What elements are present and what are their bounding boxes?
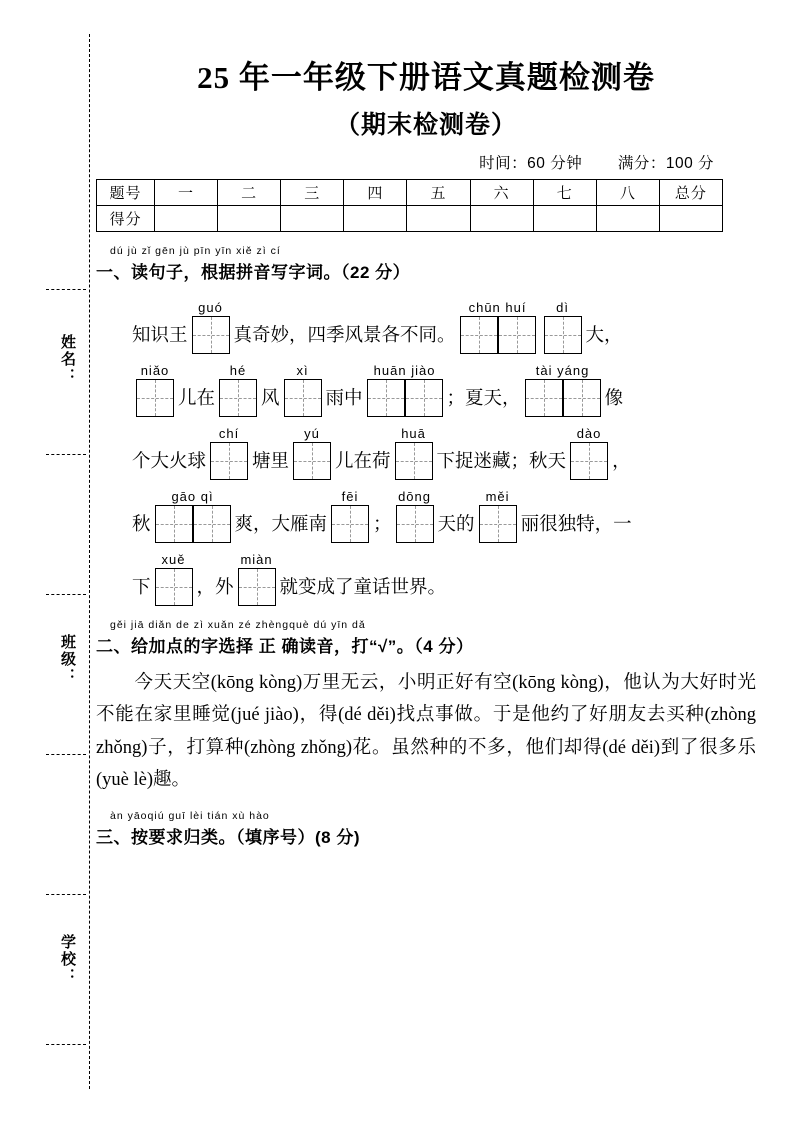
score-table-cell [281, 206, 344, 232]
character-answer-box[interactable] [570, 442, 608, 480]
writing-line [96, 425, 756, 480]
exam-paper [96, 40, 756, 848]
score-table-cell: 总分 [659, 180, 722, 206]
sentence-text: 真奇妙，四季风景各不同。 [233, 325, 456, 346]
answer-box-group[interactable] [367, 379, 443, 417]
exam-meta [96, 151, 756, 173]
sentence-text: 儿在荷 [335, 451, 391, 472]
answer-box-group[interactable] [331, 505, 369, 543]
question-1-pinyin: dú jù zǐ gēn jù pīn yīn xiě zì cí [110, 245, 281, 257]
character-answer-box[interactable] [193, 505, 231, 543]
score-table-cell [659, 206, 722, 232]
pinyin-hint: gāo qì [171, 489, 214, 504]
score-table-cell [596, 206, 659, 232]
sentence-text: 大 [585, 325, 605, 346]
pinyin-answer-group [155, 488, 231, 543]
character-answer-box[interactable] [396, 505, 434, 543]
score-table-cell: 八 [596, 180, 659, 206]
character-answer-box[interactable] [479, 505, 517, 543]
character-answer-box[interactable] [284, 379, 322, 417]
score-table-cell: 一 [155, 180, 218, 206]
character-answer-box[interactable] [498, 316, 536, 354]
character-answer-box[interactable] [155, 505, 193, 543]
pinyin-hint: niǎo [140, 363, 170, 378]
sentence-text: 个大火球 [132, 451, 207, 472]
pinyin-answer-group [210, 425, 248, 480]
answer-box-group[interactable] [155, 568, 193, 606]
sentence-text: 知识王 [132, 325, 188, 346]
question-1-body [96, 299, 756, 606]
answer-box-group[interactable] [544, 316, 582, 354]
sentence-text: ， [612, 451, 631, 472]
sentence-text: 就变成了童话世界。 [279, 577, 447, 598]
question-3-pinyin: àn yāoqiú guī lèi tián xù hào [110, 809, 270, 822]
question-2-heading [96, 619, 756, 657]
pinyin-answer-group [192, 299, 230, 354]
pinyin-hint: tài yáng [535, 363, 590, 378]
score-table-cell: 三 [281, 180, 344, 206]
pinyin-hint: xuě [161, 552, 186, 567]
pinyin-answer-group [544, 299, 582, 354]
page-subtitle: （期末检测卷） [334, 112, 517, 139]
writing-line [96, 488, 756, 543]
divider [46, 894, 86, 895]
character-answer-box[interactable] [293, 442, 331, 480]
pinyin-answer-group [479, 488, 517, 543]
character-answer-box[interactable] [460, 316, 498, 354]
pinyin-hint: fēi [341, 489, 359, 504]
sentence-text: ；夏天， [446, 388, 521, 409]
question-2-paragraph [96, 667, 756, 797]
divider [46, 594, 86, 595]
score-table-cell: 四 [344, 180, 407, 206]
pinyin-answer-group [293, 425, 331, 480]
question-1-title: 一、读句子，根据拼音写字词。（22 分） [96, 263, 411, 282]
pinyin-hint: huān jiào [373, 363, 436, 378]
table-row [97, 180, 723, 206]
pinyin-answer-group [525, 362, 601, 417]
character-answer-box[interactable] [219, 379, 257, 417]
sentence-text: 雨中 [325, 388, 363, 409]
answer-box-group[interactable] [219, 379, 257, 417]
student-class-label: 班级： [59, 634, 76, 685]
character-answer-box[interactable] [192, 316, 230, 354]
divider [46, 454, 86, 455]
question-2-title: 二、给加点的字选择 正 确读音，打“√”。（4 分） [96, 637, 474, 656]
score-table-cell [533, 206, 596, 232]
exam-total-label: 满分：100 分 [617, 155, 714, 172]
sentence-text: 丽很独特，一 [520, 514, 632, 535]
character-answer-box[interactable] [525, 379, 563, 417]
sentence-text: 下捉迷藏；秋天 [436, 451, 567, 472]
pinyin-hint: dōng [398, 489, 431, 504]
pinyin-hint: hé [229, 363, 247, 378]
answer-box-group[interactable] [570, 442, 608, 480]
character-answer-box[interactable] [155, 568, 193, 606]
answer-box-group[interactable] [284, 379, 322, 417]
character-answer-box[interactable] [367, 379, 405, 417]
answer-sheet-margin-strip [44, 34, 90, 1089]
student-name-label: 姓名： [59, 334, 76, 385]
score-table-cell [470, 206, 533, 232]
answer-box-group[interactable] [192, 316, 230, 354]
pinyin-answer-group [570, 425, 608, 480]
answer-box-group[interactable] [396, 505, 434, 543]
pinyin-hint: yú [304, 426, 320, 441]
sentence-text: 天的 [437, 514, 475, 535]
pinyin-answer-group [136, 362, 174, 417]
character-answer-box[interactable] [405, 379, 443, 417]
character-answer-box[interactable] [210, 442, 248, 480]
score-table-cell: 二 [218, 180, 281, 206]
answer-box-group[interactable] [238, 568, 276, 606]
score-table-cell [344, 206, 407, 232]
pinyin-hint: chí [218, 426, 240, 441]
character-answer-box[interactable] [238, 568, 276, 606]
pinyin-hint: chūn huí [468, 300, 527, 315]
divider [46, 289, 86, 290]
sentence-text: ，外 [196, 577, 234, 598]
score-table-cell: 六 [470, 180, 533, 206]
sentence-text: 儿在 [178, 388, 216, 409]
score-table-cell [155, 206, 218, 232]
pinyin-hint: guó [198, 300, 223, 315]
pinyin-hint: měi [485, 489, 510, 504]
pinyin-hint: xì [296, 363, 309, 378]
sentence-text: 像 [604, 388, 624, 409]
answer-box-group[interactable] [210, 442, 248, 480]
sentence-text: ， [604, 325, 623, 346]
character-answer-box[interactable] [395, 442, 433, 480]
character-answer-box[interactable] [544, 316, 582, 354]
character-answer-box[interactable] [331, 505, 369, 543]
answer-box-group[interactable] [293, 442, 331, 480]
answer-box-group[interactable] [155, 505, 231, 543]
character-answer-box[interactable] [136, 379, 174, 417]
pinyin-answer-group [367, 362, 443, 417]
divider [46, 1044, 86, 1045]
pinyin-hint: miàn [240, 552, 273, 567]
score-table-row-header: 得分 [97, 206, 155, 232]
question-3-title: 三、按要求归类。（填序号）(8 分) [96, 827, 360, 847]
score-table-cell [407, 206, 470, 232]
score-table-row-header: 题号 [97, 180, 155, 206]
pinyin-hint: huā [401, 426, 426, 441]
writing-line [96, 362, 756, 417]
exam-time-label: 时间：60 分钟 [479, 155, 583, 172]
pinyin-hint: dào [576, 426, 602, 441]
sentence-text: 下 [132, 577, 151, 598]
pinyin-answer-group [396, 488, 434, 543]
page-title: 25 年一年级下册语文真题检测卷 [197, 60, 655, 95]
question-2-pinyin: gěi jiā diǎn de zì xuǎn zé zhèngquè dú yīn dǎ [110, 619, 366, 631]
answer-box-group[interactable] [525, 379, 601, 417]
pinyin-answer-group [284, 362, 322, 417]
pinyin-answer-group [460, 299, 536, 354]
pinyin-answer-group [219, 362, 257, 417]
score-table [96, 179, 723, 232]
answer-box-group[interactable] [136, 379, 174, 417]
sentence-text: 爽，大雁南 [234, 514, 328, 535]
divider [46, 754, 86, 755]
sentence-text: ； [373, 514, 392, 535]
score-table-cell: 七 [533, 180, 596, 206]
pinyin-answer-group [155, 551, 193, 606]
question-1-heading [96, 245, 756, 283]
answer-box-group[interactable] [460, 316, 536, 354]
writing-line [96, 299, 756, 354]
sentence-text: 秋 [132, 514, 151, 535]
sentence-text: 塘里 [252, 451, 290, 472]
score-table-cell [218, 206, 281, 232]
writing-line [96, 551, 756, 606]
answer-box-group[interactable] [479, 505, 517, 543]
pinyin-answer-group [395, 425, 433, 480]
question-2-text: 今天天空(kōng kòng)万里无云，小明正好有空(kōng kòng)，他认为大好时光不能在家里睡觉(jué jiào)，得(dé děi)找点事做。于是他约了好朋友去买种(zhòng zhǒng)子，打算种(zhòng zhǒng)花。虽然种的不多，他们却得(dé děi)到了很多乐(yuè lè)趣。 [96, 673, 756, 791]
question-3-heading [96, 809, 756, 848]
pinyin-answer-group [331, 488, 369, 543]
sentence-text: 风 [261, 388, 280, 409]
answer-box-group[interactable] [395, 442, 433, 480]
character-answer-box[interactable] [563, 379, 601, 417]
pinyin-answer-group [238, 551, 276, 606]
pinyin-hint: dì [556, 300, 569, 315]
score-table-cell: 五 [407, 180, 470, 206]
student-school-label: 学校： [59, 934, 76, 985]
table-row [97, 206, 723, 232]
